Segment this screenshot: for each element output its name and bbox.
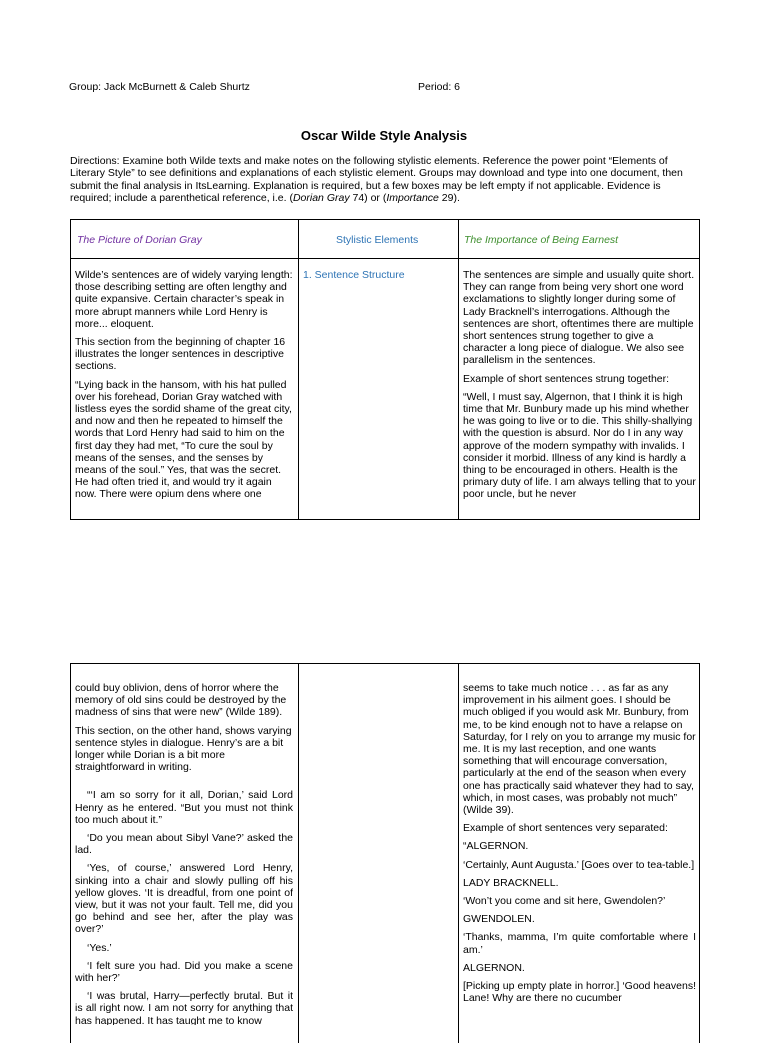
earnest-paragraph: Example of short sentences strung together:	[463, 372, 670, 385]
dorian-paragraph: Wilde’s sentences are of widely varying length: those describing setting are often lengthy and quite expansive. Certain character’s speak in more abrupt manners while Lord Henry is more... eloquent.	[75, 269, 293, 330]
dialogue-line: ‘Won’t you come and sit here, Gwendolen?’	[463, 895, 666, 908]
dorian-paragraph: This section from the beginning of chapter 16 illustrates the longer sentences in descriptive sections.	[75, 336, 286, 373]
dialogue-line: ALGERNON.	[463, 961, 525, 974]
dialogue-line: ‘Do you mean about Sibyl Vane?’ asked the lad.	[75, 832, 293, 857]
dialogue-line: [Picking up empty plate in horror.] ‘Good heavens! Lane! Why are there no cucumber	[463, 980, 696, 1005]
earnest-paragraph: The sentences are simple and usually quite short. They can range from being very short one word exclamations to slightly longer during some of Lady Bracknell’s interrogations. Although the sentences are short, oftentimes there are multiple short sentences strung together to give a character a long piece of dialogue. We also see parallelism in the sentences.	[463, 269, 695, 367]
page-title: Oscar Wilde Style Analysis	[300, 128, 468, 143]
directions: Directions: Examine both Wilde texts and make notes on the following stylistic elements. Reference the power point “Elements of Literary Style” to see definitions and explanations of each stylistic element. Groups may download and type into one document, then submit the final analysis in ItsLearning. Explanation is required, but a few boxes may be left empty if not applicable. Evidence is required; include a parenthetical reference, i.e. (Dorian Gray 74) or (Importance 29).	[70, 155, 683, 205]
dialogue-line: ‘I was brutal, Harry—perfectly brutal. But it is all right now. I am not sorry for anything that has happened. It has taught me to know	[75, 990, 293, 1025]
earnest-dialogue	[463, 840, 696, 1004]
earnest-paragraph: seems to take much notice . . . as far as any improvement in his ailment goes. I should be much obliged if you would ask Mr. Bunbury, from me, to be kind enough not to have a relapse on Saturday, for I rely on you to arrange my music for me. It is my last reception, and one wants something that will encourage conversation, particularly at the end of the season when every one has practically said whatever they had to say, which, in most cases, was probably not much” (Wilde 39).	[463, 682, 696, 817]
column-header-earnest: The Importance of Being Earnest	[464, 234, 619, 246]
group-names: Group: Jack McBurnett & Caleb Shurtz	[69, 81, 250, 93]
dorian-dialogue	[75, 789, 293, 1025]
dorian-cell-continued	[75, 682, 293, 1025]
dorian-cell	[75, 269, 293, 515]
column-header-dorian: The Picture of Dorian Gray	[77, 234, 202, 246]
dialogue-line: ‘Yes.’	[87, 941, 112, 954]
dorian-paragraph: could buy oblivion, dens of horror where the memory of old sins could be destroyed by the madness of sins that were new” (Wilde 189).	[75, 682, 287, 719]
earnest-paragraph: Example of short sentences very separated:	[463, 822, 668, 835]
dialogue-line: ‘Yes, of course,’ answered Lord Henry, sinking into a chair and slowly pulling off his yellow gloves. ‘It is dreadful, from one point of view, but it was not your fault. Tell me, did you go behind and see her, after the play was over?’	[75, 862, 293, 936]
column-header-elements: Stylistic Elements	[336, 234, 419, 246]
dialogue-line: ‘Thanks, mamma, I’m quite comfortable where I am.’	[463, 931, 696, 956]
dialogue-line: LADY BRACKNELL.	[463, 876, 559, 889]
element-sentence-structure: 1. Sentence Structure	[303, 269, 405, 281]
earnest-quote: “Well, I must say, Algernon, that I think it is high time that Mr. Bunbury made up his mind whether he was going to live or to die. This shilly-shallying with the question is absurd. Nor do I in any way approve of the modern sympathy with invalids. I consider it morbid. Illness of any kind is hardly a thing to be encouraged in others. Health is the primary duty of life. I am always telling that to your poor uncle, but he never	[463, 390, 696, 501]
dialogue-line: “ALGERNON.	[463, 840, 529, 853]
style-table-continued	[70, 663, 700, 1043]
earnest-cell-continued	[463, 682, 696, 1025]
dialogue-line: ‘Certainly, Aunt Augusta.’ [Goes over to tea-table.]	[463, 858, 695, 871]
dorian-paragraph: This section, on the other hand, shows varying sentence styles in dialogue. Henry’s are a bit longer while Dorian is a bit more straightforward in writing.	[75, 724, 292, 774]
earnest-cell	[463, 269, 696, 515]
dorian-quote: “Lying back in the hansom, with his hat pulled over his forehead, Dorian Gray watched with listless eyes the sordid shame of the great city, and now and then he repeated to himself the words that Lord Henry had said to him on the first day they had met, “To cure the soul by means of the senses, and the senses by means of the soul.” Yes, that was the secret. He had often tried it, and would try it again now. There were opium dens where one	[75, 378, 292, 501]
style-table	[70, 219, 700, 520]
dialogue-line: GWENDOLEN.	[463, 913, 535, 926]
dialogue-line: “‘I am so sorry for it all, Dorian,’ said Lord Henry as he entered. “But you must not think too much about it.”	[75, 789, 293, 826]
period: Period: 6	[418, 81, 461, 93]
dialogue-line: ‘I felt sure you had. Did you make a scene with her?’	[75, 959, 293, 985]
